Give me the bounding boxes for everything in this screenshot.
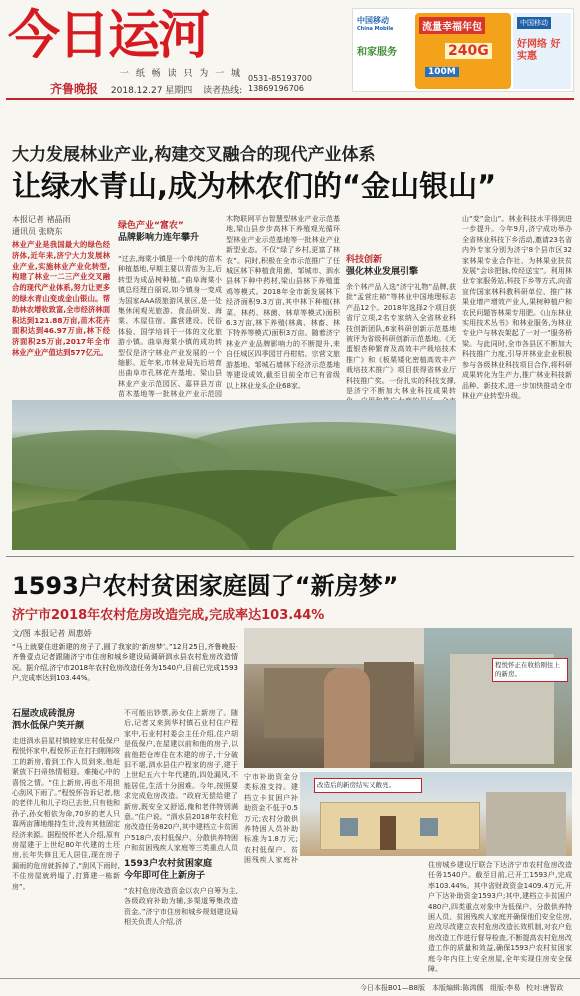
- paper-logo: 齐鲁晚报: [50, 82, 99, 96]
- story2-headline: 1593户农村贫困家庭圆了“新房梦”: [12, 572, 399, 600]
- story2-column-c-top: 宁市补助资金分类标准支持。建档立卡贫困户补助资金不低于0.5万元;农村分散供养特困人员补助标准为1.8万元;农村低保户、贫困残疾人家庭补: [244, 773, 298, 864]
- ad-subtitle: 和家服务: [357, 47, 397, 58]
- lead-intro: 林业产业是我国最大的绿色经济体,近年来,济宁大力发展林业产业,实施林业产业化转型,构建了林业一二三产业交叉融合的现代产业体系,努力让更多的绿水青山变成金山银山。帮助林农增收致富,全市经济林面积达到121.88万亩,苗木花卉面积达到46.97万亩,林下经济面积25万亩,2017年全市林业产业产值达到577亿元。: [12, 240, 110, 357]
- story2-photo-new-house: [300, 772, 572, 856]
- ad-right-brand: 中国移动: [517, 17, 551, 29]
- story2-subhead-b-line2: 今年即可住上新房子: [124, 871, 206, 881]
- story2-subhead-b-line1: 1593户农村贫困家庭: [124, 859, 213, 869]
- ad-title: 流量幸福年包: [419, 17, 485, 34]
- advertisement-banner[interactable]: [352, 8, 574, 92]
- story2-subheadline: 济宁市2018年农村危房改造完成,完成率达103.44%: [12, 608, 325, 623]
- ad-brand-en: China Mobile: [357, 26, 394, 32]
- hotline-number-1: 0531-85193700: [248, 74, 312, 83]
- story2-subhead-a-line2: 泗水低保户笑开颜: [12, 721, 85, 731]
- story2-byline: 文/图 本报记者 周惠娇: [12, 629, 92, 638]
- hotline-label: 读者热线:: [203, 86, 243, 96]
- photo-caption-2: 改造后的新房结实又敞亮。: [314, 778, 422, 793]
- lead-subhead-b-line1: 科技创新: [346, 255, 383, 265]
- story2-lead: “马上就要住进新建的房子了,圆了我家的‘新房梦’。”12月25日,齐鲁晚报·齐鲁壹点记者跟随济宁市住房和城乡建设局调研泗水县农村危房改造情况。据介绍,济宁市2018年农村危房改造任务为1540户,目前已完成1593户,完成率达到103.44%。: [12, 643, 238, 683]
- lead-landscape-photo: [12, 400, 456, 550]
- villager-figure: [324, 668, 370, 768]
- story2-column-c: [300, 860, 422, 976]
- story2-photo-old-house: [244, 628, 572, 768]
- lead-column-b: 木物联网平台智慧型林业产业示范基地,梁山县步步高林下养殖观光循环型林业产业示范基地等一批林业产业新型业态。不仅“绿了乡村,更富了林农”。同时,积极在全市示范推广了任城区林下种植食用菌、邹城市、泗水县林下种中药材,梁山县林下养殖蛋鸡等模式。2018年全市新发展林下经济面积9.3万亩,其中林下种植(林菜、林药、林菌、林草等模式)面积6.3万亩,林下养殖(林禽、林畜、林下特养等模式)面积3万亩。随着济宁林业产业品牌影响力的不断提升,来自任城区四季园甘丹柑桔、宗营文旅游基地、邹城石墙林下经济示范基地等建设成效,截至目前全市已有省级以上林业龙头企业68家。: [226, 215, 340, 390]
- byline-correspondent: 通讯员 张晓东: [12, 227, 63, 236]
- lead-subhead-a: [118, 220, 222, 244]
- ad-right-text: 好网络 好实惠: [517, 39, 561, 62]
- lead-subhead-b-line2: 强化林业发展引擎: [346, 267, 419, 277]
- footer-layout: 组版:李易: [490, 984, 521, 992]
- lead-kicker: 大力发展林业产业,构建交叉融合的现代产业体系: [12, 145, 376, 165]
- footer-proof: 校对:唐智政: [526, 984, 564, 992]
- byline-reporter: 本报记者 褚晶雨: [12, 215, 71, 224]
- ad-price-note: 100M: [425, 67, 459, 77]
- footer-issue: 今日本报B01—B8版: [360, 984, 425, 992]
- section-divider: [6, 556, 574, 557]
- ad-brand: 中国移动: [357, 16, 389, 25]
- lead-column-c: 余个林产品入选“济宁礼物”品牌,获批“孟营庄柿”等林业中国地理标志产品12个。2018年选择2个项目获省厅立项,2名专家纳入全省林业科技创新团队,6家科研创新示范基地被评为省级科研创新示范基地。《无蛋银杏种繁育及高效丰产栽培技术推广》和《板栗矮化密植高效丰产栽培技术推广》项目获得省林业厅科技推广奖。一份扎实的科技支撑,是济宁不断加大林业科技成果转: [346, 283, 456, 396]
- masthead-motto: 一 纸 畅 读 只 为 一 城: [120, 69, 243, 79]
- lead-column-c-top: [346, 214, 456, 232]
- lead-headline: 让绿水青山,成为林农们的“金山银山”: [12, 169, 497, 203]
- lead-column-a: “过去,海棠小镇是一个单纯的苗木种植基地,早期主要以青苗为主,后转型为成品树种植。”曲阜海棠小镇总经理白丽说,如今镇身一变成为国家AAA级旅游风景区,是一处集休闲观光旅游、食品研发、海棠、木屋住宿、露营建设、民俗体验、国学培训于一体的文化旅游小镇。曲阜海棠小镇的成功转型仅是济宁林业产业发展的一个缩影。近年来,市林业局先后培育出曲阜市孔林花卉基地、梁山县林业产业示范园区、嘉祥县万亩苗木基地等一批林业产业示范园: [118, 255, 222, 399]
- footer-editor: 本版编辑:陈鸿儒: [432, 984, 484, 992]
- story2-subhead-a-line1: 石屋改成砖混房: [12, 709, 76, 719]
- lead-subhead-a-line2: 品牌影响力连年攀升: [118, 233, 200, 243]
- lead-subhead-a-line1: 绿色产业“富农”: [118, 221, 184, 231]
- ad-price: 240G: [445, 43, 492, 59]
- photo-caption-1: 程悦怀正在收拾刚住上的新房。: [492, 658, 568, 682]
- hotline-number-2: 13869196706: [248, 84, 304, 93]
- masthead-title: 今日运河: [8, 6, 209, 66]
- issue-date: 2018.12.27 星期四: [110, 86, 193, 96]
- lead-column-d: 山“变”金山”。林业科技水平得到进一步提升。今年9月,济宁成功举办全省林业科技下乡活动,邀请23名省内外专家分别为济宁8个县市区32家林果专业合作社、为林果业扶贫发展“会诊把脉,传经送宝”。利用林业专家服务站,科技下乡等方式,向省宣传国家林科教科研单位、推广林果业增产增效产业人,果树种植户和农民问题答林果专用肥。《山东林业实用技术丛书》和林业服务,为林业专业户与林农架起了一对一“服务桥梁。与此同时,全市各县区不断加大科技推广力度,引导并林业企业积极参与各级林业科技项目合作,将科研成果转化为生产力,推广林业科技新品种、新技术,进一步加快推动全市林业产业转型升级。: [462, 215, 572, 400]
- story2-subhead-a: [12, 708, 120, 732]
- story2-column-d: 住房城乡建设厅联合下达济宁市农村危房改造任务1540户。截至目前,已开工1593户,完成率103.44%。其中省财政资金1409.4万元,开户下达补助资金1593户;其中,建档立卡贫困户480户,四类重点对象中为低保户、分散供养特困人员、贫困残疾人家庭并确保他们安全住房,应改尽改建立农村危房改造长效机制,对农户危房改造工作进行督导检查,不断提高农村危房改造工作的质量和效益,确保1593户农村贫困家庭今年内住上安全房屋,全年实现住房安全保障。: [428, 861, 572, 974]
- masthead-rule: [6, 98, 574, 100]
- story2-column-b: 不可能出钞票,孙女住上新房了。随后,记者又来到华村镇石业村住户程家中,石业村村委会主任介绍,住户胡是低保户,在屋建以前和他的房子,以前他把仓库住在木建的房子,十分破旧不堪,泗水县住户程家的房子,建于上世纪五六十年代建的,四处漏风,不能居住,生活十分困难。今年,按照要求完成危房改造。“政府无偿给建了新房,既安全又舒适,俺和老伴特别满意。”住户说。“泗水县2018年农村危房改造任务820户,其中建档立卡贫困户518户,农村低保户、分散供养特困户和贫困残疾人家庭等三类重点人员: [124, 709, 238, 853]
- lead-byline: [12, 214, 112, 238]
- story2-subhead-b: [124, 858, 238, 882]
- lead-subhead-b: [346, 254, 456, 278]
- story2-column-a: 走进泗水县星村镇睦家庄村低保户程悦怀家中,程悦怀正在打扫刚刚竣工的新房,看到工作人员到来,他赶紧放下扫帚热情相迎。难掩心中的喜悦之情。“住上新房,再也不用担心刮风下雨了。”程悦怀告诉记者,他的老伴儿和儿子均已去世,只有他和孙子,孙女相依为命,70岁的老人只靠两亩薄地维持生计,没有其他固定经济来源。据程悦怀老人介绍,原有房屋建于上世纪80年代建的土坯房,长年失修且无人居住,现在房子漏雨的危房就拆掉了,“刮风下雨时,不住房屋就坍塌了,打算建一栋新房”。: [12, 737, 120, 891]
- story2-column-b2: “农村危房改造资金以农户自筹为主,各级政府补助为辅,多渠道筹集改造资金。”济宁市住房和城乡规划建设局相关负责人介绍,济: [124, 887, 238, 927]
- page-footer: [0, 978, 580, 996]
